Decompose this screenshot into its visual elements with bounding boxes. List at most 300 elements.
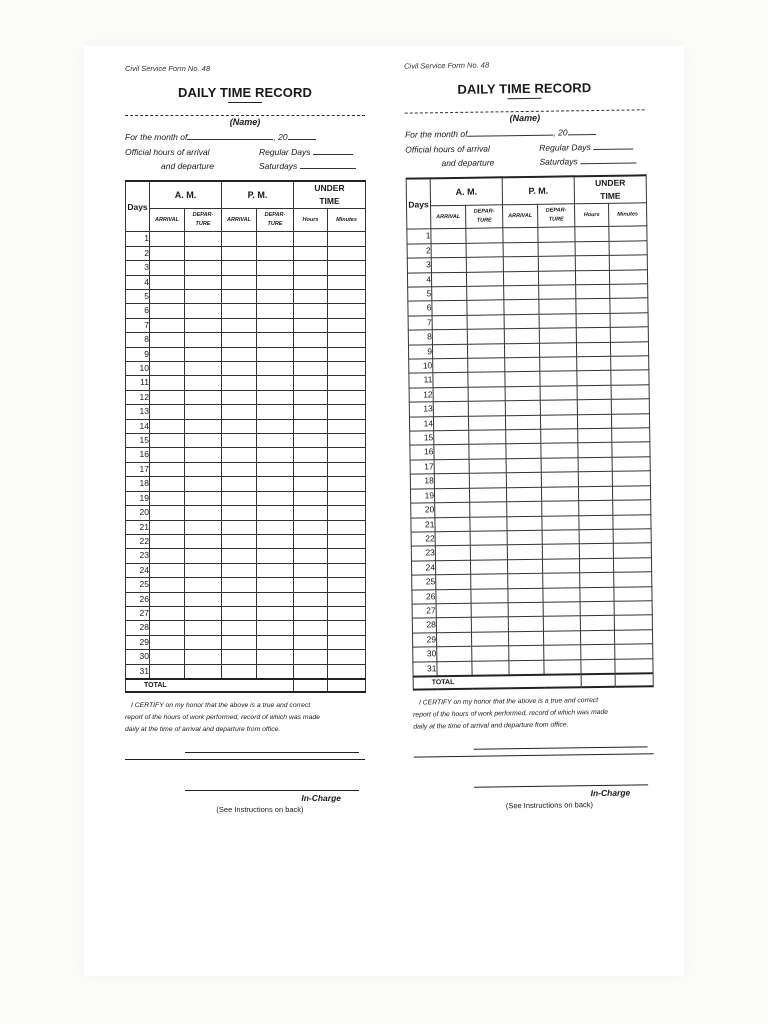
undertime-minutes-cell[interactable] [328, 261, 366, 275]
undertime-minutes-cell[interactable] [610, 341, 648, 356]
am-arrival-cell[interactable] [431, 229, 466, 244]
am-departure-cell[interactable] [185, 520, 222, 534]
pm-departure-cell[interactable] [257, 635, 294, 649]
am-departure-cell[interactable] [185, 477, 222, 491]
am-departure-cell[interactable] [185, 448, 222, 462]
pm-departure-cell[interactable] [257, 549, 294, 563]
undertime-minutes-cell[interactable] [613, 514, 651, 529]
undertime-hours-cell[interactable] [294, 563, 328, 577]
am-arrival-cell[interactable] [432, 315, 467, 330]
am-arrival-cell[interactable] [434, 459, 469, 474]
undertime-hours-cell[interactable] [294, 549, 328, 563]
undertime-hours-cell[interactable] [294, 304, 328, 318]
pm-departure-cell[interactable] [544, 645, 581, 660]
undertime-minutes-cell[interactable] [328, 534, 366, 548]
undertime-hours-cell[interactable] [294, 318, 328, 332]
pm-arrival-cell[interactable] [222, 275, 257, 289]
pm-arrival-cell[interactable] [507, 559, 542, 574]
undertime-minutes-cell[interactable] [614, 630, 652, 645]
am-departure-cell[interactable] [185, 592, 222, 606]
pm-arrival-cell[interactable] [509, 645, 544, 660]
undertime-minutes-cell[interactable] [328, 477, 366, 491]
am-departure-cell[interactable] [185, 333, 222, 347]
am-departure-cell[interactable] [185, 635, 222, 649]
undertime-minutes-cell[interactable] [328, 390, 366, 404]
am-departure-cell[interactable] [185, 246, 222, 260]
am-arrival-cell[interactable] [435, 531, 470, 546]
am-departure-cell[interactable] [185, 419, 222, 433]
pm-departure-cell[interactable] [542, 515, 579, 530]
pm-departure-cell[interactable] [542, 559, 579, 574]
undertime-hours-cell[interactable] [294, 606, 328, 620]
pm-arrival-cell[interactable] [222, 304, 257, 318]
am-departure-cell[interactable] [185, 362, 222, 376]
pm-arrival-cell[interactable] [222, 333, 257, 347]
am-arrival-cell[interactable] [150, 606, 185, 620]
undertime-minutes-cell[interactable] [328, 347, 366, 361]
pm-departure-cell[interactable] [257, 606, 294, 620]
am-departure-cell[interactable] [466, 243, 503, 258]
am-arrival-cell[interactable] [432, 330, 467, 345]
am-arrival-cell[interactable] [432, 286, 467, 301]
undertime-hours-cell[interactable] [294, 405, 328, 419]
undertime-minutes-cell[interactable] [611, 385, 649, 400]
undertime-hours-cell[interactable] [577, 356, 611, 371]
undertime-hours-cell[interactable] [578, 457, 612, 472]
am-departure-cell[interactable] [185, 664, 222, 679]
pm-arrival-cell[interactable] [508, 631, 543, 646]
am-departure-cell[interactable] [185, 621, 222, 635]
undertime-hours-cell[interactable] [579, 500, 613, 515]
am-departure-cell[interactable] [470, 560, 507, 575]
pm-arrival-cell[interactable] [508, 617, 543, 632]
pm-arrival-cell[interactable] [222, 592, 257, 606]
pm-departure-cell[interactable] [257, 362, 294, 376]
am-arrival-cell[interactable] [150, 405, 185, 419]
undertime-minutes-cell[interactable] [611, 370, 649, 385]
am-departure-cell[interactable] [467, 343, 504, 358]
am-arrival-cell[interactable] [437, 646, 472, 661]
undertime-minutes-cell[interactable] [328, 664, 366, 679]
am-arrival-cell[interactable] [150, 592, 185, 606]
pm-departure-cell[interactable] [257, 304, 294, 318]
am-arrival-cell[interactable] [150, 448, 185, 462]
am-departure-cell[interactable] [185, 650, 222, 664]
pm-departure-cell[interactable] [543, 631, 580, 646]
am-departure-cell[interactable] [470, 545, 507, 560]
undertime-hours-cell[interactable] [294, 578, 328, 592]
am-arrival-cell[interactable] [433, 373, 468, 388]
undertime-hours-cell[interactable] [294, 232, 328, 246]
pm-departure-cell[interactable] [257, 261, 294, 275]
pm-departure-cell[interactable] [540, 414, 577, 429]
pm-departure-cell[interactable] [257, 650, 294, 664]
am-arrival-cell[interactable] [431, 272, 466, 287]
am-departure-cell[interactable] [466, 257, 503, 272]
pm-arrival-cell[interactable] [222, 477, 257, 491]
pm-arrival-cell[interactable] [506, 473, 541, 488]
regular-days-field[interactable] [593, 140, 633, 150]
undertime-minutes-cell[interactable] [615, 644, 653, 659]
am-arrival-cell[interactable] [150, 376, 185, 390]
pm-departure-cell[interactable] [541, 472, 578, 487]
undertime-minutes-cell[interactable] [613, 500, 651, 515]
undertime-minutes-cell[interactable] [610, 284, 648, 299]
undertime-hours-cell[interactable] [575, 241, 609, 256]
am-departure-cell[interactable] [467, 329, 504, 344]
am-departure-cell[interactable] [467, 315, 504, 330]
undertime-hours-cell[interactable] [579, 558, 613, 573]
undertime-hours-cell[interactable] [294, 275, 328, 289]
undertime-hours-cell[interactable] [294, 477, 328, 491]
pm-departure-cell[interactable] [257, 563, 294, 577]
name-line[interactable] [125, 115, 365, 116]
pm-arrival-cell[interactable] [507, 545, 542, 560]
am-arrival-cell[interactable] [434, 474, 469, 489]
am-departure-cell[interactable] [468, 401, 505, 416]
pm-departure-cell[interactable] [538, 242, 575, 257]
am-departure-cell[interactable] [469, 430, 506, 445]
am-arrival-cell[interactable] [150, 534, 185, 548]
am-departure-cell[interactable] [467, 300, 504, 315]
undertime-minutes-cell[interactable] [328, 563, 366, 577]
undertime-hours-cell[interactable] [575, 256, 609, 271]
pm-departure-cell[interactable] [542, 544, 579, 559]
undertime-minutes-cell[interactable] [328, 304, 366, 318]
pm-arrival-cell[interactable] [222, 290, 257, 304]
am-arrival-cell[interactable] [150, 290, 185, 304]
undertime-minutes-cell[interactable] [328, 650, 366, 664]
pm-departure-cell[interactable] [539, 314, 576, 329]
pm-arrival-cell[interactable] [222, 390, 257, 404]
in-charge-signature-line[interactable] [185, 790, 359, 791]
pm-arrival-cell[interactable] [506, 487, 541, 502]
am-departure-cell[interactable] [469, 473, 506, 488]
undertime-minutes-cell[interactable] [612, 442, 650, 457]
pm-arrival-cell[interactable] [504, 285, 539, 300]
pm-departure-cell[interactable] [538, 256, 575, 271]
pm-arrival-cell[interactable] [222, 534, 257, 548]
am-arrival-cell[interactable] [432, 301, 467, 316]
pm-departure-cell[interactable] [257, 275, 294, 289]
undertime-hours-cell[interactable] [575, 227, 609, 242]
undertime-hours-cell[interactable] [578, 443, 612, 458]
pm-departure-cell[interactable] [539, 342, 576, 357]
am-arrival-cell[interactable] [435, 546, 470, 561]
am-arrival-cell[interactable] [150, 318, 185, 332]
pm-arrival-cell[interactable] [222, 419, 257, 433]
am-departure-cell[interactable] [471, 603, 508, 618]
undertime-minutes-cell[interactable] [614, 615, 652, 630]
undertime-hours-cell[interactable] [294, 347, 328, 361]
pm-arrival-cell[interactable] [222, 650, 257, 664]
pm-arrival-cell[interactable] [222, 606, 257, 620]
saturdays-field[interactable] [580, 155, 636, 165]
pm-arrival-cell[interactable] [503, 271, 538, 286]
am-arrival-cell[interactable] [433, 358, 468, 373]
undertime-hours-cell[interactable] [294, 534, 328, 548]
am-departure-cell[interactable] [469, 444, 506, 459]
undertime-hours-cell[interactable] [579, 544, 613, 559]
am-departure-cell[interactable] [471, 632, 508, 647]
undertime-minutes-cell[interactable] [328, 318, 366, 332]
undertime-hours-cell[interactable] [294, 246, 328, 260]
pm-departure-cell[interactable] [257, 491, 294, 505]
undertime-minutes-cell[interactable] [613, 543, 651, 558]
am-departure-cell[interactable] [185, 275, 222, 289]
pm-arrival-cell[interactable] [507, 530, 542, 545]
pm-arrival-cell[interactable] [507, 516, 542, 531]
am-departure-cell[interactable] [185, 462, 222, 476]
am-arrival-cell[interactable] [150, 347, 185, 361]
pm-departure-cell[interactable] [541, 486, 578, 501]
pm-departure-cell[interactable] [543, 602, 580, 617]
am-arrival-cell[interactable] [435, 517, 470, 532]
am-departure-cell[interactable] [185, 606, 222, 620]
am-departure-cell[interactable] [185, 405, 222, 419]
regular-days-field[interactable] [313, 146, 353, 155]
am-arrival-cell[interactable] [436, 632, 471, 647]
am-departure-cell[interactable] [185, 549, 222, 563]
am-arrival-cell[interactable] [433, 416, 468, 431]
am-departure-cell[interactable] [468, 358, 505, 373]
pm-arrival-cell[interactable] [509, 660, 544, 675]
undertime-minutes-cell[interactable] [328, 549, 366, 563]
pm-arrival-cell[interactable] [222, 491, 257, 505]
undertime-minutes-cell[interactable] [328, 275, 366, 289]
am-departure-cell[interactable] [185, 261, 222, 275]
pm-arrival-cell[interactable] [504, 300, 539, 315]
undertime-hours-cell[interactable] [576, 328, 610, 343]
undertime-minutes-cell[interactable] [328, 362, 366, 376]
pm-arrival-cell[interactable] [222, 246, 257, 260]
pm-arrival-cell[interactable] [506, 444, 541, 459]
pm-departure-cell[interactable] [257, 390, 294, 404]
undertime-hours-cell[interactable] [294, 390, 328, 404]
am-departure-cell[interactable] [466, 271, 503, 286]
pm-arrival-cell[interactable] [222, 362, 257, 376]
pm-arrival-cell[interactable] [503, 257, 538, 272]
undertime-minutes-cell[interactable] [609, 226, 647, 241]
undertime-minutes-cell[interactable] [328, 592, 366, 606]
undertime-hours-cell[interactable] [578, 472, 612, 487]
pm-departure-cell[interactable] [540, 400, 577, 415]
am-arrival-cell[interactable] [436, 589, 471, 604]
pm-departure-cell[interactable] [542, 501, 579, 516]
pm-arrival-cell[interactable] [504, 329, 539, 344]
total-hours-cell[interactable] [581, 674, 615, 687]
pm-departure-cell[interactable] [538, 270, 575, 285]
undertime-hours-cell[interactable] [575, 270, 609, 285]
undertime-hours-cell[interactable] [576, 284, 610, 299]
pm-arrival-cell[interactable] [505, 372, 540, 387]
pm-arrival-cell[interactable] [508, 602, 543, 617]
pm-arrival-cell[interactable] [222, 506, 257, 520]
undertime-hours-cell[interactable] [577, 371, 611, 386]
month-field[interactable] [467, 127, 553, 137]
pm-departure-cell[interactable] [541, 458, 578, 473]
pm-arrival-cell[interactable] [504, 343, 539, 358]
undertime-minutes-cell[interactable] [610, 313, 648, 328]
undertime-minutes-cell[interactable] [328, 405, 366, 419]
undertime-hours-cell[interactable] [580, 601, 614, 616]
undertime-minutes-cell[interactable] [328, 491, 366, 505]
undertime-hours-cell[interactable] [577, 414, 611, 429]
am-arrival-cell[interactable] [150, 419, 185, 433]
am-arrival-cell[interactable] [436, 574, 471, 589]
undertime-minutes-cell[interactable] [614, 572, 652, 587]
pm-departure-cell[interactable] [257, 578, 294, 592]
undertime-hours-cell[interactable] [294, 621, 328, 635]
pm-arrival-cell[interactable] [222, 664, 257, 679]
undertime-hours-cell[interactable] [576, 299, 610, 314]
pm-arrival-cell[interactable] [506, 429, 541, 444]
am-departure-cell[interactable] [472, 660, 509, 675]
am-arrival-cell[interactable] [150, 563, 185, 577]
am-arrival-cell[interactable] [150, 621, 185, 635]
pm-arrival-cell[interactable] [504, 314, 539, 329]
pm-arrival-cell[interactable] [506, 458, 541, 473]
month-field[interactable] [187, 131, 273, 140]
undertime-hours-cell[interactable] [576, 313, 610, 328]
am-departure-cell[interactable] [471, 574, 508, 589]
undertime-hours-cell[interactable] [294, 376, 328, 390]
pm-arrival-cell[interactable] [503, 242, 538, 257]
am-arrival-cell[interactable] [436, 603, 471, 618]
undertime-minutes-cell[interactable] [610, 327, 648, 342]
am-departure-cell[interactable] [468, 372, 505, 387]
pm-arrival-cell[interactable] [222, 347, 257, 361]
am-arrival-cell[interactable] [434, 430, 469, 445]
undertime-minutes-cell[interactable] [328, 376, 366, 390]
undertime-hours-cell[interactable] [294, 362, 328, 376]
pm-departure-cell[interactable] [257, 434, 294, 448]
am-arrival-cell[interactable] [150, 549, 185, 563]
undertime-minutes-cell[interactable] [613, 558, 651, 573]
pm-departure-cell[interactable] [540, 357, 577, 372]
pm-arrival-cell[interactable] [222, 621, 257, 635]
pm-departure-cell[interactable] [540, 386, 577, 401]
undertime-hours-cell[interactable] [577, 385, 611, 400]
pm-departure-cell[interactable] [539, 299, 576, 314]
undertime-hours-cell[interactable] [580, 572, 614, 587]
am-departure-cell[interactable] [470, 502, 507, 517]
undertime-minutes-cell[interactable] [609, 241, 647, 256]
pm-arrival-cell[interactable] [222, 563, 257, 577]
undertime-minutes-cell[interactable] [612, 485, 650, 500]
am-departure-cell[interactable] [185, 232, 222, 246]
pm-departure-cell[interactable] [257, 246, 294, 260]
am-arrival-cell[interactable] [150, 304, 185, 318]
pm-arrival-cell[interactable] [505, 386, 540, 401]
am-departure-cell[interactable] [185, 563, 222, 577]
am-arrival-cell[interactable] [150, 462, 185, 476]
undertime-minutes-cell[interactable] [328, 635, 366, 649]
undertime-minutes-cell[interactable] [328, 506, 366, 520]
am-departure-cell[interactable] [468, 387, 505, 402]
am-departure-cell[interactable] [467, 286, 504, 301]
am-arrival-cell[interactable] [150, 362, 185, 376]
pm-departure-cell[interactable] [543, 587, 580, 602]
undertime-minutes-cell[interactable] [611, 399, 649, 414]
am-arrival-cell[interactable] [150, 664, 185, 679]
pm-arrival-cell[interactable] [222, 261, 257, 275]
pm-departure-cell[interactable] [538, 227, 575, 242]
undertime-hours-cell[interactable] [294, 635, 328, 649]
am-departure-cell[interactable] [185, 318, 222, 332]
undertime-hours-cell[interactable] [294, 592, 328, 606]
undertime-hours-cell[interactable] [294, 491, 328, 505]
undertime-minutes-cell[interactable] [614, 586, 652, 601]
pm-departure-cell[interactable] [543, 573, 580, 588]
pm-departure-cell[interactable] [539, 285, 576, 300]
am-arrival-cell[interactable] [150, 232, 185, 246]
pm-arrival-cell[interactable] [503, 228, 538, 243]
pm-departure-cell[interactable] [257, 333, 294, 347]
pm-arrival-cell[interactable] [222, 232, 257, 246]
pm-departure-cell[interactable] [544, 659, 581, 674]
undertime-minutes-cell[interactable] [328, 246, 366, 260]
undertime-minutes-cell[interactable] [611, 356, 649, 371]
pm-departure-cell[interactable] [257, 520, 294, 534]
undertime-hours-cell[interactable] [294, 261, 328, 275]
pm-departure-cell[interactable] [543, 616, 580, 631]
pm-departure-cell[interactable] [257, 664, 294, 679]
am-arrival-cell[interactable] [150, 520, 185, 534]
undertime-minutes-cell[interactable] [328, 419, 366, 433]
undertime-hours-cell[interactable] [581, 659, 615, 674]
am-arrival-cell[interactable] [431, 243, 466, 258]
pm-departure-cell[interactable] [541, 443, 578, 458]
am-arrival-cell[interactable] [150, 390, 185, 404]
undertime-minutes-cell[interactable] [328, 621, 366, 635]
am-departure-cell[interactable] [185, 491, 222, 505]
am-departure-cell[interactable] [185, 347, 222, 361]
undertime-hours-cell[interactable] [294, 520, 328, 534]
saturdays-field[interactable] [300, 160, 356, 169]
undertime-hours-cell[interactable] [580, 630, 614, 645]
pm-arrival-cell[interactable] [222, 549, 257, 563]
year-field[interactable] [567, 126, 595, 135]
pm-arrival-cell[interactable] [222, 462, 257, 476]
am-arrival-cell[interactable] [433, 387, 468, 402]
undertime-hours-cell[interactable] [294, 462, 328, 476]
undertime-hours-cell[interactable] [577, 400, 611, 415]
pm-arrival-cell[interactable] [222, 448, 257, 462]
pm-arrival-cell[interactable] [222, 578, 257, 592]
undertime-minutes-cell[interactable] [328, 434, 366, 448]
pm-departure-cell[interactable] [257, 462, 294, 476]
pm-departure-cell[interactable] [541, 429, 578, 444]
am-arrival-cell[interactable] [436, 618, 471, 633]
am-arrival-cell[interactable] [434, 488, 469, 503]
am-departure-cell[interactable] [185, 290, 222, 304]
am-arrival-cell[interactable] [150, 650, 185, 664]
am-departure-cell[interactable] [471, 617, 508, 632]
undertime-hours-cell[interactable] [294, 664, 328, 679]
am-departure-cell[interactable] [468, 415, 505, 430]
am-arrival-cell[interactable] [150, 477, 185, 491]
pm-departure-cell[interactable] [540, 371, 577, 386]
am-departure-cell[interactable] [185, 390, 222, 404]
am-arrival-cell[interactable] [435, 560, 470, 575]
am-departure-cell[interactable] [185, 434, 222, 448]
am-departure-cell[interactable] [469, 459, 506, 474]
pm-departure-cell[interactable] [257, 405, 294, 419]
am-arrival-cell[interactable] [432, 344, 467, 359]
undertime-minutes-cell[interactable] [609, 269, 647, 284]
am-arrival-cell[interactable] [434, 445, 469, 460]
